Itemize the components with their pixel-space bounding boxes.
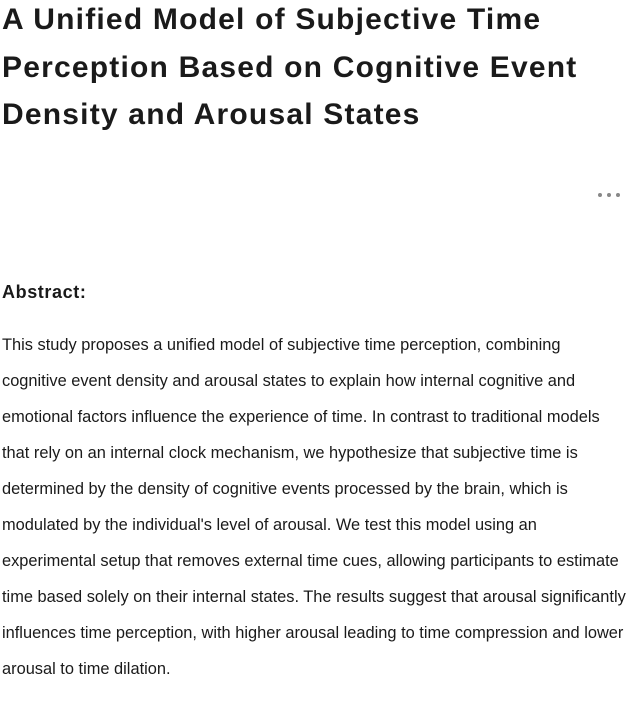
more-options-button[interactable] — [598, 188, 620, 202]
abstract-heading: Abstract: — [2, 282, 87, 302]
abstract-text: This study proposes a unified model of subjective time perception, combining cognitive event density and arousal states to explain how internal cognitive and emotional factors influence the experience of time. In contrast to traditional models that rely on an internal clock mechanism, we hypothesize that subjective time is determined by the density of cognitive events processed by the brain, which is modulated by the individual's level of arousal. We test this model using an experimental setup that removes external time cues, allowing participants to estimate time based solely on their internal states. The results suggest that arousal significantly influences time perception, with higher arousal leading to time compression and lower arousal to time dilation. — [2, 336, 626, 678]
ellipsis-icon — [616, 193, 620, 197]
article-title: A Unified Model of Subjective Time Perception Based on Cognitive Event Density and Arousal States — [2, 3, 578, 131]
ellipsis-icon — [607, 193, 611, 197]
ellipsis-icon — [598, 193, 602, 197]
